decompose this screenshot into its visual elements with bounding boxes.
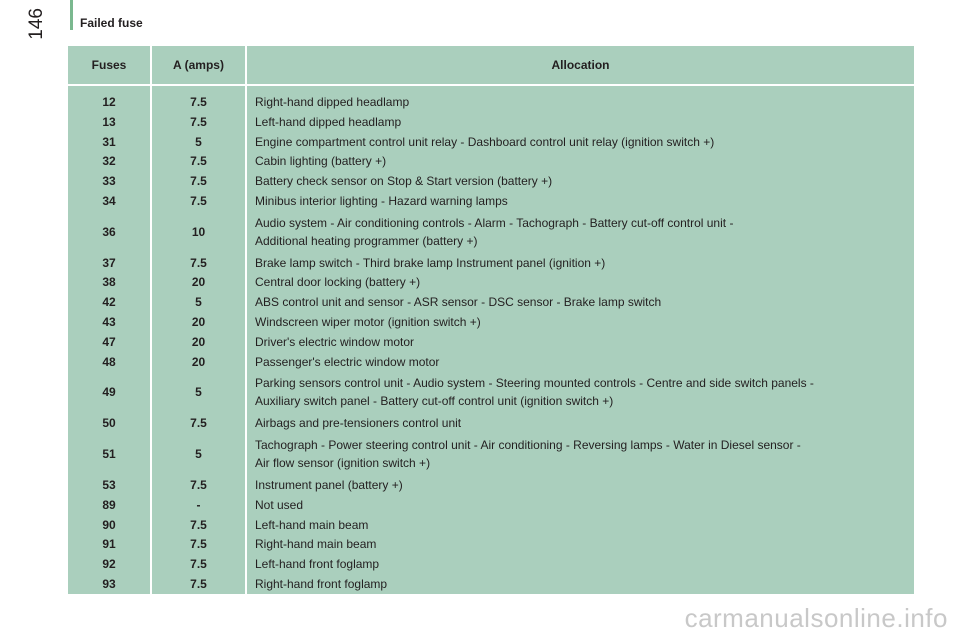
fuse-number: 37: [102, 255, 116, 270]
table-row: [68, 372, 914, 414]
fuse-allocation: [246, 372, 914, 414]
allocation-line: Windscreen wiper motor (ignition switch +): [255, 315, 481, 330]
fuse-number: 90: [102, 517, 116, 532]
table-row: [68, 515, 914, 535]
fuse-allocation: [246, 191, 914, 211]
fuse-number: 36: [102, 224, 116, 239]
allocation-line: Left-hand dipped headlamp: [255, 114, 402, 129]
fuse-allocation: [246, 132, 914, 152]
fuse-number: 38: [102, 275, 116, 290]
table-row: [68, 475, 914, 495]
fuse-amps: -: [151, 495, 246, 515]
fuse-allocation: [246, 534, 914, 554]
fuse-table: [68, 46, 914, 594]
watermark: carmanualsonline.info: [684, 603, 948, 633]
allocation-line: Minibus interior lighting - Hazard warning lamps: [255, 193, 508, 208]
fuse-allocation: [246, 312, 914, 332]
table-row: [68, 495, 914, 515]
fuse-number: 31: [102, 134, 116, 149]
table-row: [68, 112, 914, 132]
fuse-number: 53: [102, 477, 116, 492]
fuse-amps: 7.5: [151, 112, 246, 132]
fuse-number: 93: [102, 577, 116, 592]
table-row: [68, 273, 914, 293]
fuse-amps: 7.5: [151, 413, 246, 433]
fuse-amps: 7.5: [151, 191, 246, 211]
fuse-allocation: [246, 495, 914, 515]
fuse-amps: 10: [151, 211, 246, 253]
fuse-number: 91: [102, 537, 116, 552]
fuse-number: 92: [102, 557, 116, 572]
fuse-allocation: [246, 211, 914, 253]
fuse-number: 43: [102, 315, 116, 330]
table-row: [68, 433, 914, 475]
fuse-amps: 7.5: [151, 534, 246, 554]
fuse-amps: 20: [151, 352, 246, 372]
fuse-allocation: [246, 475, 914, 495]
allocation-line: Parking sensors control unit - Audio system - Steering mounted controls - Centre and side switch panels -: [255, 376, 814, 391]
allocation-line: Right-hand front foglamp: [255, 577, 388, 592]
fuse-number: 48: [102, 354, 116, 369]
fuse-amps: 7.5: [151, 171, 246, 191]
fuse-allocation: [246, 273, 914, 293]
allocation-line: Right-hand main beam: [255, 537, 377, 552]
fuse-amps: 20: [151, 273, 246, 293]
allocation-line: Driver's electric window motor: [255, 334, 414, 349]
table-row: [68, 132, 914, 152]
fuse-amps: 7.5: [151, 151, 246, 171]
table-spacer-row: [68, 85, 914, 92]
table-row: [68, 151, 914, 171]
fuse-amps: 7.5: [151, 574, 246, 594]
allocation-line: Airbags and pre-tensioners control unit: [255, 416, 462, 431]
column-header-allocation: Allocation: [246, 46, 914, 85]
fuse-number: 47: [102, 334, 116, 349]
table-row: [68, 211, 914, 253]
table-row: [68, 171, 914, 191]
fuse-amps: 7.5: [151, 515, 246, 535]
table-row: [68, 312, 914, 332]
fuse-allocation: [246, 413, 914, 433]
allocation-line: ABS control unit and sensor - ASR sensor - DSC sensor - Brake lamp switch: [255, 295, 662, 310]
column-header-amps: A (amps): [151, 46, 246, 85]
table-row: [68, 292, 914, 312]
allocation-line: Air flow sensor (ignition switch +): [255, 456, 431, 471]
allocation-line: Battery check sensor on Stop & Start version (battery +): [255, 174, 553, 189]
allocation-line: Additional heating programmer (battery +): [255, 233, 478, 248]
fuse-allocation: [246, 352, 914, 372]
table-header-row: [68, 46, 914, 85]
allocation-line: Cabin lighting (battery +): [255, 154, 387, 169]
fuse-allocation: [246, 292, 914, 312]
allocation-line: Brake lamp switch - Third brake lamp Instrument panel (ignition +): [255, 255, 606, 270]
fuse-number: 49: [102, 385, 116, 400]
fuse-allocation: [246, 515, 914, 535]
fuse-number: 13: [102, 114, 116, 129]
table-row: [68, 574, 914, 594]
allocation-line: Right-hand dipped headlamp: [255, 94, 410, 109]
fuse-number: 12: [102, 94, 116, 109]
fuse-amps: 7.5: [151, 554, 246, 574]
table-row: [68, 92, 914, 112]
fuse-number: 34: [102, 193, 116, 208]
fuse-allocation: [246, 554, 914, 574]
fuse-allocation: [246, 92, 914, 112]
section-title: Failed fuse: [80, 16, 143, 30]
fuse-number: 33: [102, 174, 116, 189]
allocation-line: Instrument panel (battery +): [255, 477, 403, 492]
fuse-amps: 7.5: [151, 253, 246, 273]
allocation-line: Engine compartment control unit relay - Dashboard control unit relay (ignition switch +): [255, 134, 715, 149]
allocation-line: Left-hand front foglamp: [255, 557, 380, 572]
section-accent-bar: [70, 0, 73, 30]
table-row: [68, 253, 914, 273]
fuse-allocation: [246, 112, 914, 132]
column-header-fuses: Fuses: [91, 58, 127, 72]
fuse-amps: 5: [151, 372, 246, 414]
table-row: [68, 413, 914, 433]
allocation-line: Passenger's electric window motor: [255, 354, 440, 369]
page-number: 146: [26, 8, 47, 40]
table-row: [68, 534, 914, 554]
fuse-allocation: [246, 171, 914, 191]
fuse-amps: 5: [151, 292, 246, 312]
fuse-allocation: [246, 253, 914, 273]
fuse-number: 32: [102, 154, 116, 169]
allocation-line: Central door locking (battery +): [255, 275, 421, 290]
fuse-amps: 7.5: [151, 92, 246, 112]
fuse-number: 89: [102, 497, 116, 512]
fuse-amps: 5: [151, 132, 246, 152]
fuse-amps: 5: [151, 433, 246, 475]
fuse-number: 50: [102, 416, 116, 431]
table-row: [68, 352, 914, 372]
fuse-table-body: [68, 85, 914, 594]
table-row: [68, 332, 914, 352]
fuse-amps: 20: [151, 312, 246, 332]
fuse-allocation: [246, 433, 914, 475]
allocation-line: Audio system - Air conditioning controls - Alarm - Tachograph - Battery cut-off control unit -: [255, 215, 734, 230]
fuse-number: 51: [102, 447, 116, 462]
allocation-line: Not used: [255, 497, 304, 512]
table-row: [68, 554, 914, 574]
fuse-number: 42: [102, 295, 116, 310]
table-row: [68, 191, 914, 211]
fuse-allocation: [246, 151, 914, 171]
allocation-line: Tachograph - Power steering control unit - Air conditioning - Reversing lamps - Water in Diesel sensor -: [255, 438, 801, 453]
allocation-line: Left-hand main beam: [255, 517, 369, 532]
fuse-amps: 20: [151, 332, 246, 352]
fuse-allocation: [246, 574, 914, 594]
fuse-allocation: [246, 332, 914, 352]
allocation-line: Auxiliary switch panel - Battery cut-off control unit (ignition switch +): [255, 394, 614, 409]
fuse-amps: 7.5: [151, 475, 246, 495]
